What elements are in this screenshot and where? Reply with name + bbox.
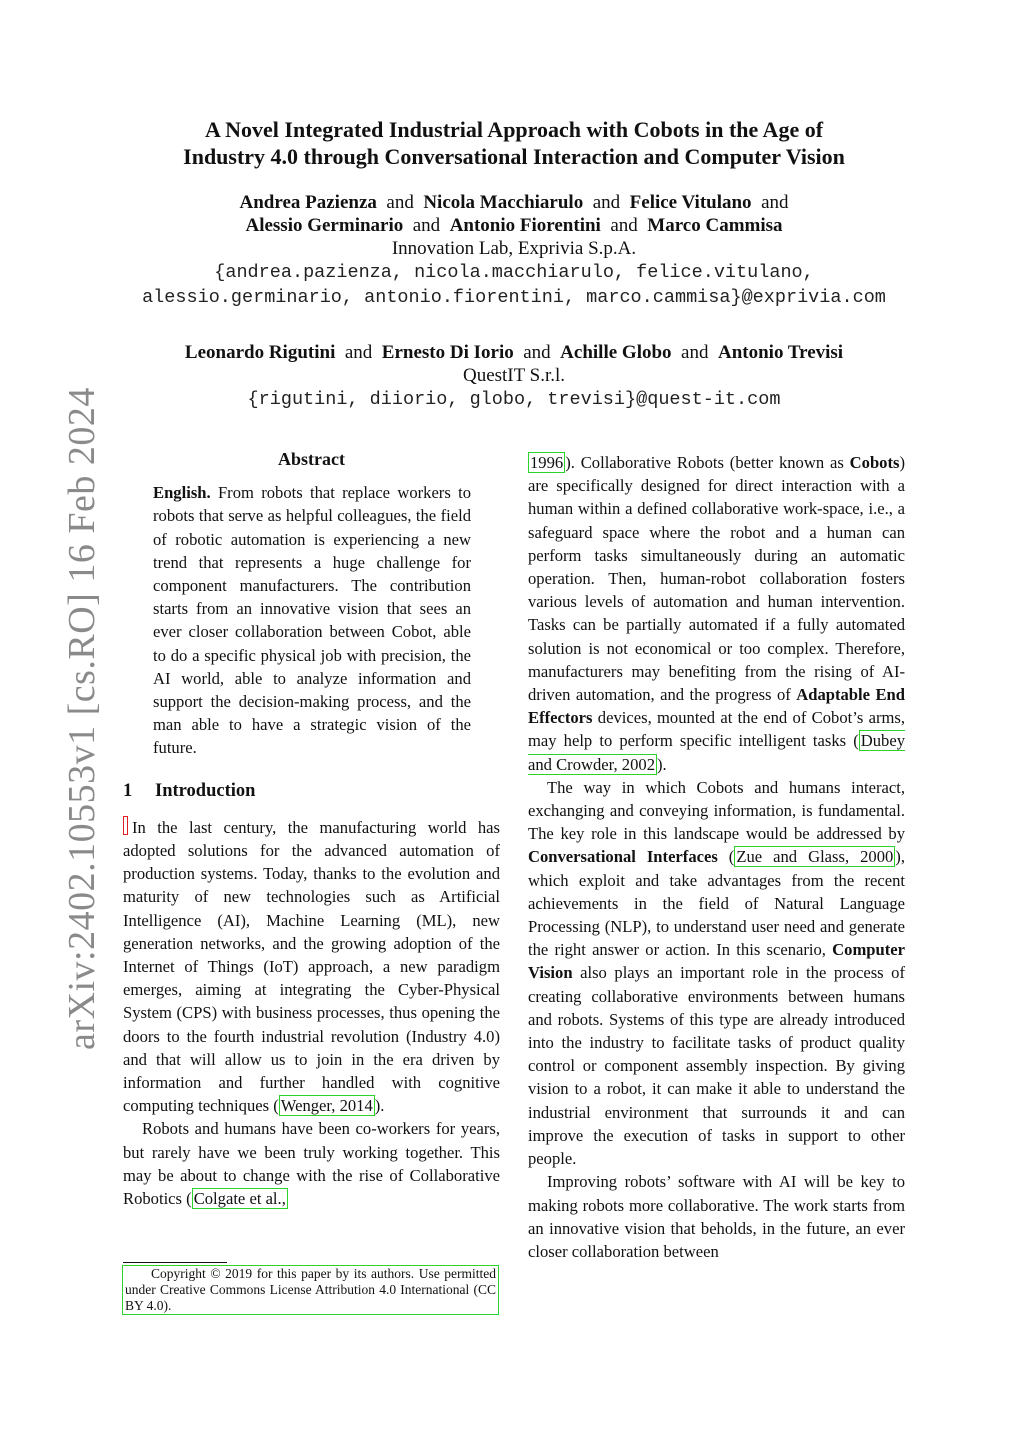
abstract-language-label: English. bbox=[153, 483, 211, 503]
author-conjunction: and bbox=[592, 192, 621, 213]
paper-title bbox=[100, 116, 928, 170]
footnote-rule bbox=[123, 1262, 227, 1263]
author-conjunction: and bbox=[344, 342, 373, 363]
citation-link[interactable]: 1996 bbox=[530, 453, 564, 472]
author-name: Andrea Pazienza bbox=[239, 192, 377, 213]
footnote-text: Copyright © 2019 for this paper by its authors. Use permitted under Creative Commons License Attribution 4.0 International (CC BY 4.0). bbox=[125, 1266, 496, 1313]
left-column bbox=[123, 448, 500, 1210]
author-name: Antonio Fiorentini bbox=[449, 215, 601, 236]
arxiv-stamp: arXiv:2402.10553v1 [cs.RO] 16 Feb 2024 bbox=[61, 387, 103, 1050]
citation-link[interactable]: Zue and Glass, 2000 bbox=[736, 847, 894, 867]
title-line-1: A Novel Integrated Industrial Approach with Cobots in the Age of bbox=[204, 117, 824, 142]
author-conjunction: and bbox=[681, 342, 709, 363]
author-name: Antonio Trevisi bbox=[717, 342, 844, 363]
footnote-link[interactable] bbox=[122, 1265, 499, 1315]
author-name: Ernesto Di Iorio bbox=[381, 342, 514, 363]
title-line-2: Industry 4.0 through Conversational Interaction and Computer Vision bbox=[183, 144, 845, 169]
abstract-text: From robots that replace workers to robots that serve as helpful colleagues, the field of robotic automation is experiencing a new trend that represents a huge challenge for component manufacturers. The contribution starts from an innovative vision that sees an ever closer collaboration between Cobot, able to do a specific physical job with precision, the AI world, able to analyze information and support the decision-making process, and the man able to have a strategic vision of the future. bbox=[153, 483, 471, 758]
author-names-line-1 bbox=[40, 191, 988, 214]
intro-paragraph-2: Robots and humans have been co-workers for years, but rarely have we been truly working together. This may be about to change with the rise of Collaborative Robotics ( Colgate et al., bbox=[123, 1119, 500, 1209]
citation-link[interactable]: Colgate et al., bbox=[193, 1189, 286, 1209]
right-column bbox=[528, 451, 905, 1263]
section-heading bbox=[123, 780, 500, 803]
author-conjunction: and bbox=[386, 192, 414, 213]
intro-paragraph-2-cont: 1996 ). Collaborative Robots (better known as Cobots) are specifically designed for direct interaction with a human within a defined collaborative work-space, i.e., a safeguard space where the robot and a human can perform tasks simultaneously during an automatic operation. Then, human-robot collaboration fosters various levels of automation and human intervention. Tasks can be partially automated if a fully automated solution is not economical or too complex. Therefore, manufacturers may benefiting from the rising of AI-driven automation, and the progress of Adaptable End Effectors devices, mounted at the end of Cobot’s arms, may help to perform specific intelligent tasks ( Dubey and Crowder, 2002 ). bbox=[528, 453, 905, 774]
author-conjunction: and bbox=[761, 192, 789, 213]
intro-paragraph-4: Improving robots’ software with AI will be key to making robots more collaborative. The work starts from an innovative vision that beholds, in the future, an ever closer collaboration between bbox=[528, 1172, 905, 1261]
author-name: Leonardo Rigutini bbox=[184, 342, 336, 363]
email-line-1: {andrea.pazienza, nicola.macchiarulo, felice.vitulano, bbox=[214, 262, 814, 283]
cursor-marker bbox=[123, 816, 128, 835]
author-name: Marco Cammisa bbox=[647, 215, 783, 236]
section-number: 1 bbox=[123, 780, 133, 801]
author-names-line-2 bbox=[40, 214, 988, 237]
section-title: Introduction bbox=[155, 780, 256, 801]
author-name: Felice Vitulano bbox=[629, 192, 752, 213]
author-name: Achille Globo bbox=[560, 342, 672, 363]
abstract-body bbox=[153, 481, 471, 759]
intro-paragraph-3: The way in which Cobots and humans interact, exchanging and conveying information, is fundamental. The key role in this landscape would be addressed by Conversational Interfaces ( Zue and Glass, 2000 ), which exploit and take advantages from the recent achievements in the field of Natural Language Processing (NLP), to understand user need and generate the right answer or action. In this scenario, Computer Vision also plays an important role in the process of creating collaborative environments between humans and robots. Systems of this type are already introduced into the industry to facilitate tasks of product quality control or component assembly inspection. By giving vision to a robot, it can make it able to understand the industrial environment that surrounds it and can improve the execution of tasks in support to other people. bbox=[528, 777, 905, 1169]
author-block-exprivia bbox=[40, 191, 988, 310]
author-conjunction: and bbox=[412, 215, 441, 236]
email-line-2: alessio.germinario, antonio.fiorentini, marco.cammisa}@exprivia.com bbox=[142, 287, 886, 308]
abstract-heading: Abstract bbox=[278, 449, 345, 469]
author-block-questit bbox=[40, 341, 988, 412]
email-line: {rigutini, diiorio, globo, trevisi}@quest-it.com bbox=[247, 389, 781, 410]
citation-link[interactable]: Wenger, 2014 bbox=[280, 1096, 373, 1116]
affiliation: QuestIT S.r.l. bbox=[462, 365, 566, 386]
author-conjunction: and bbox=[610, 215, 638, 236]
author-name: Alessio Germinario bbox=[245, 215, 404, 236]
affiliation: Innovation Lab, Exprivia S.p.A. bbox=[391, 238, 637, 259]
intro-paragraph-1: In the last century, the manufacturing world has adopted solutions for the advanced automation of production systems. Today, thanks to the evolution and maturity of new technologies such as Artificial Intelligence (AI), Machine Learning (ML), new generation networks, and the growing adoption of the Internet of Things (IoT) approach, a new paradigm emerges, aiming at integrating the Cyber-Physical System (CPS) with business processes, thus opening the doors to the fourth industrial revolution (Industry 4.0) and that will allow us to join in the era driven by information and further handled with cognitive computing techniques ( Wenger, 2014 ). bbox=[123, 817, 500, 1116]
author-names-line bbox=[40, 341, 988, 364]
author-conjunction: and bbox=[523, 342, 551, 363]
citation-link[interactable]: Dubey and Crowder, 2002 bbox=[528, 731, 905, 774]
author-name: Nicola Macchiarulo bbox=[423, 192, 584, 213]
